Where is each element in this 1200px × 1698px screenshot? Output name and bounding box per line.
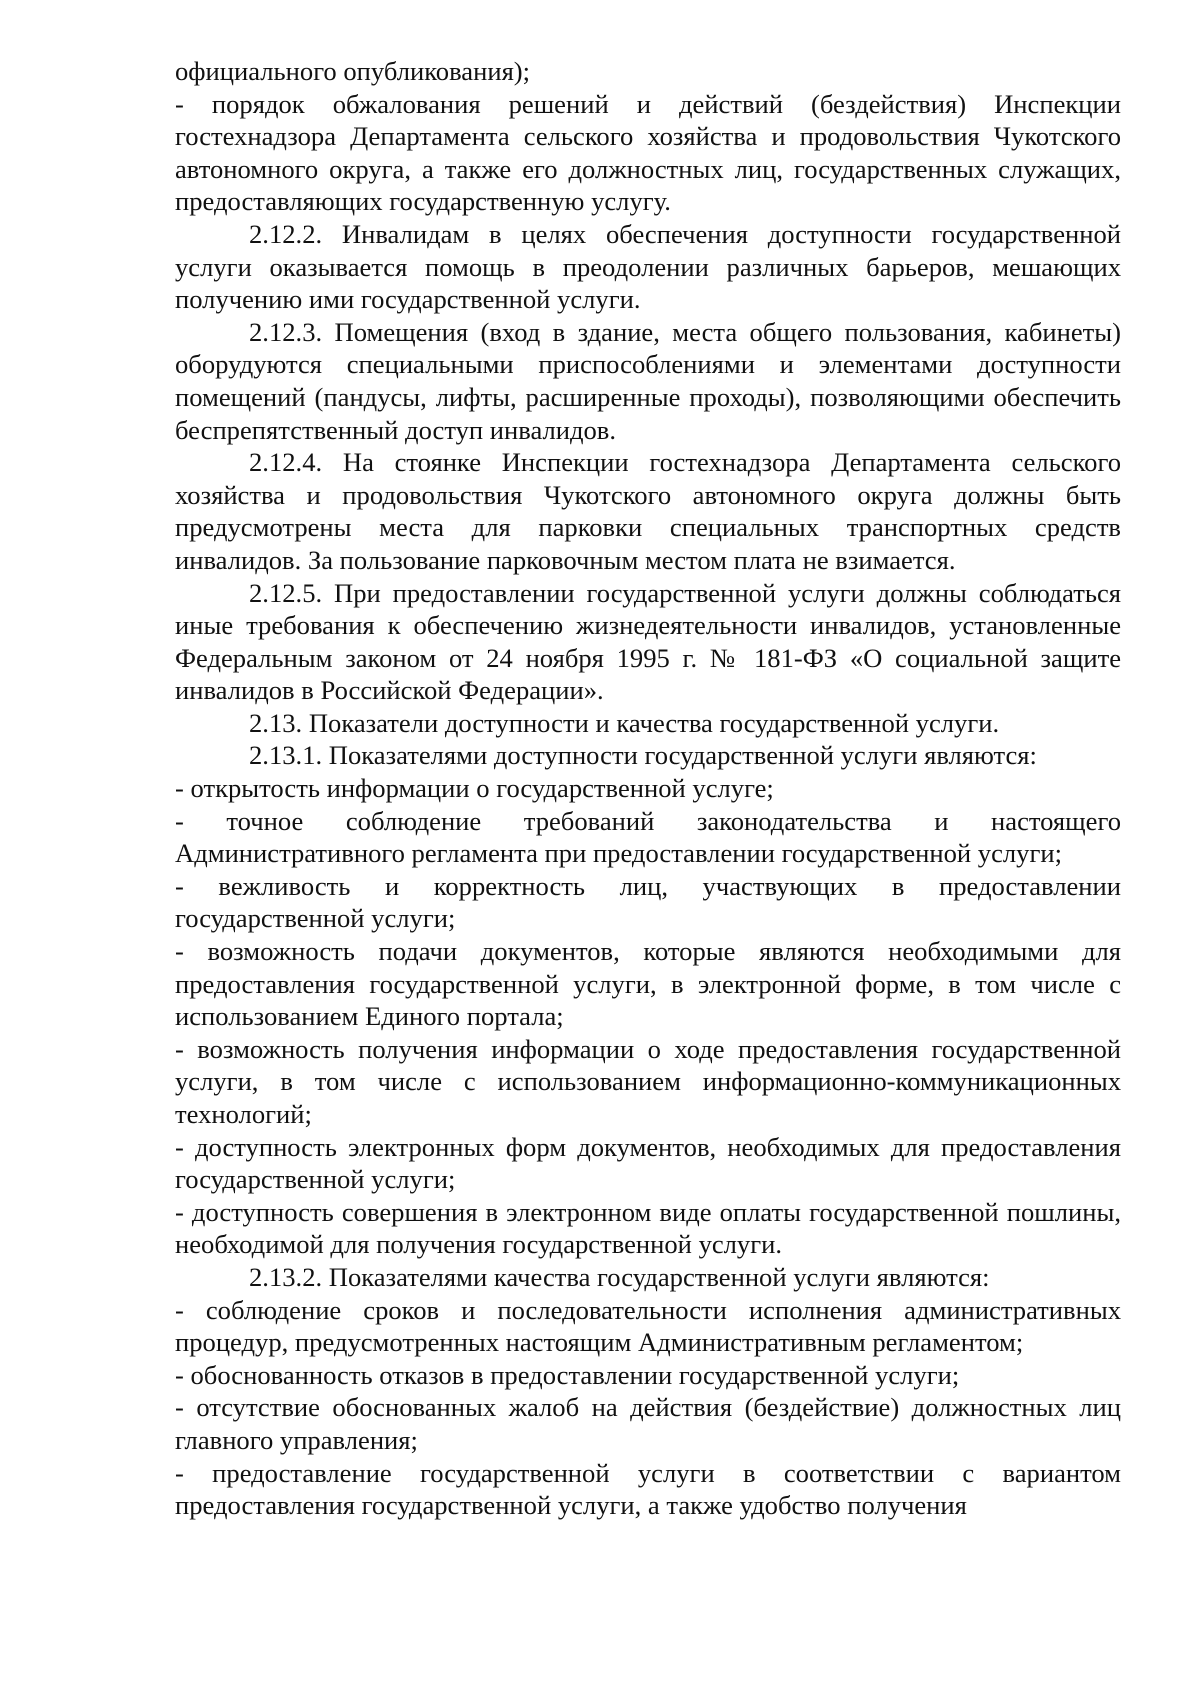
list-item-refusal-validity: - обоснованность отказов в предоставлении государственной услуги; bbox=[175, 1359, 960, 1390]
paragraph-2-12-2: 2.12.2. Инвалидам в целях обеспечения доступности государственной услуги оказывается помощь в преодолении различных барьеров, мешающих получению ими государственной услуги. bbox=[175, 218, 1121, 315]
list-item-variant-compliance: - предоставление государственной услуги в соответствии с вариантом предоставления государственной услуги, а также удобство получения bbox=[175, 1457, 1121, 1521]
list-item-progress-information: - возможность получения информации о ходе предоставления государственной услуги, в том числе с использованием информационно-коммуникационных технологий; bbox=[175, 1033, 1121, 1129]
list-item-electronic-forms: - доступность электронных форм документов, необходимых для предоставления государственной услуги; bbox=[175, 1131, 1121, 1195]
list-item-politeness: - вежливость и корректность лиц, участвующих в предоставлении государственной услуги; bbox=[175, 870, 1121, 934]
paragraph-2-12-5: 2.12.5. При предоставлении государственной услуги должны соблюдаться иные требования к обеспечению жизнедеятельности инвалидов, установленные Федеральным законом от 24 ноября 1995 г. № 181-ФЗ «О социальной защите инвалидов в Российской Федерации». bbox=[175, 577, 1121, 706]
list-item-electronic-submission: - возможность подачи документов, которые являются необходимыми для предоставления государственной услуги, в электронной форме, в том числе с использованием Единого портала; bbox=[175, 936, 1121, 1032]
list-item-electronic-payment: - доступность совершения в электронном виде оплаты государственной пошлины, необходимой для получения государственной услуги. bbox=[175, 1196, 1121, 1260]
paragraph-2-13-heading: 2.13. Показатели доступности и качества государственной услуги. bbox=[249, 707, 1000, 738]
paragraph-appeal-procedure: - порядок обжалования решений и действий (бездействия) Инспекции гостехнадзора Департамента сельского хозяйства и продовольствия Чукотского автономного округа, а также его должностных лиц, государственных служащих, предоставляющих государственную услугу. bbox=[175, 88, 1121, 217]
paragraph-publication-tail: официального опубликования); bbox=[175, 56, 531, 86]
list-item-deadlines: - соблюдение сроков и последовательности исполнения административных процедур, предусмотренных настоящим Административным регламентом; bbox=[175, 1294, 1121, 1358]
paragraph-2-12-4: 2.12.4. На стоянке Инспекции гостехнадзора Департамента сельского хозяйства и продовольствия Чукотского автономного округа должны быть предусмотрены места для парковки специальных транспортных средств инвалидов. За пользование парковочным местом плата не взимается. bbox=[175, 447, 1121, 575]
paragraph-2-12-3: 2.12.3. Помещения (вход в здание, места общего пользования, кабинеты) оборудуются специальными приспособлениями и элементами доступности помещений (пандусы, лифты, расширенные проходы), позволяющими обеспечить беспрепятственный доступ инвалидов. bbox=[175, 316, 1121, 445]
paragraph-2-13-1: 2.13.1. Показателями доступности государственной услуги являются: bbox=[249, 740, 1037, 771]
list-item-openness: - открытость информации о государственной услуге; bbox=[175, 773, 774, 804]
paragraph-2-13-2: 2.13.2. Показателями качества государственной услуги являются: bbox=[249, 1261, 990, 1292]
list-item-compliance: - точное соблюдение требований законодательства и настоящего Административного регламента при предоставлении государственной услуги; bbox=[175, 805, 1121, 869]
list-item-no-complaints: - отсутствие обоснованных жалоб на действия (бездействие) должностных лиц главного управления; bbox=[175, 1392, 1121, 1455]
document-page bbox=[175, 55, 1121, 1522]
